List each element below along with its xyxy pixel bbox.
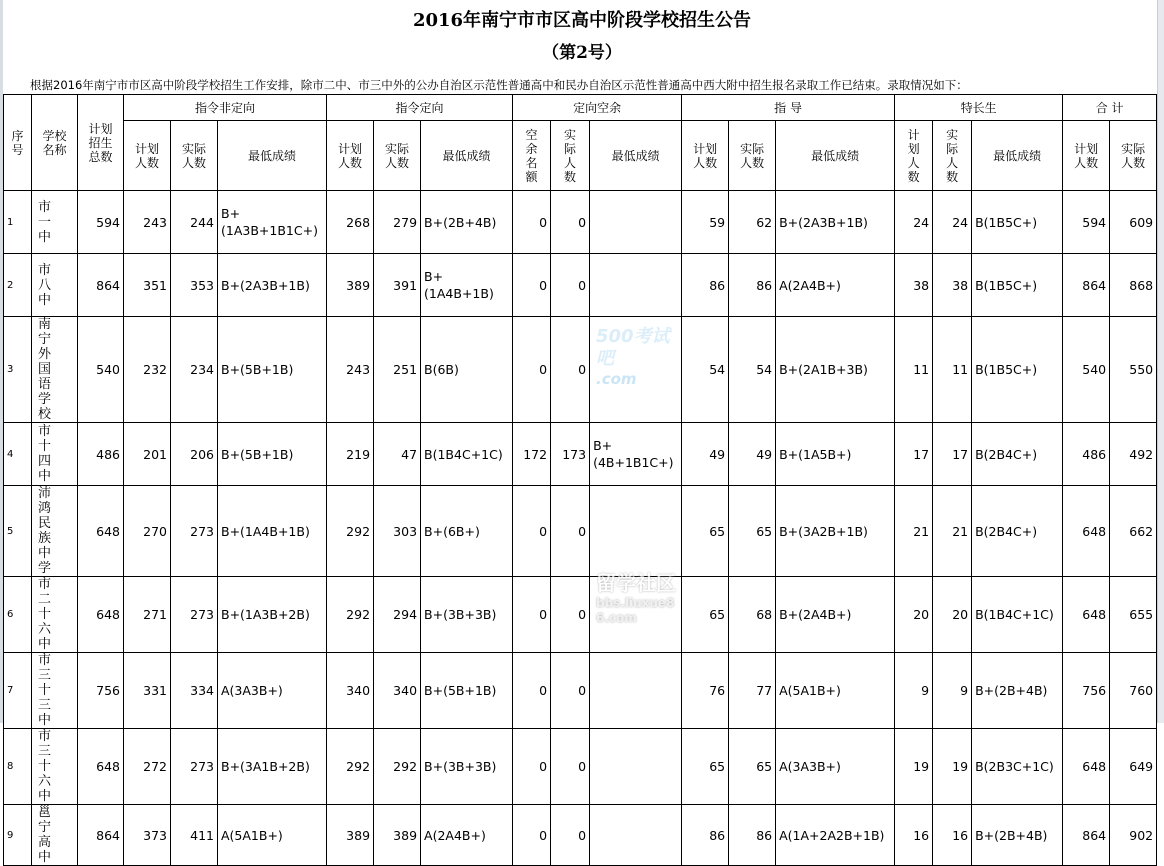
specialty-plan: 9 (895, 653, 933, 729)
total-actual-sum: 492 (1110, 423, 1157, 486)
guidance-min-score: B+(2A1B+3B) (776, 317, 895, 423)
total-plan: 864 (78, 805, 124, 866)
header-index: 序号 (4, 95, 32, 191)
targeted-actual: 47 (374, 423, 421, 486)
specialty-min-score: B(2B3C+1C) (972, 729, 1063, 805)
vacancy-actual: 0 (551, 805, 590, 866)
guidance-min-score: B+(2A4B+) (776, 577, 895, 653)
specialty-min-score: B(1B5C+) (972, 317, 1063, 423)
nontargeted-actual: 244 (171, 191, 218, 254)
nontargeted-plan: 271 (124, 577, 171, 653)
targeted-actual: 389 (374, 805, 421, 866)
vacancy-actual: 0 (551, 729, 590, 805)
total-plan: 648 (78, 577, 124, 653)
guidance-actual: 62 (729, 191, 776, 254)
table-row (4, 423, 1157, 486)
targeted-plan: 292 (327, 486, 374, 577)
guidance-actual: 77 (729, 653, 776, 729)
row-index: 8 (4, 729, 32, 805)
guidance-plan: 59 (682, 191, 729, 254)
guidance-actual: 65 (729, 729, 776, 805)
table-row (4, 577, 1157, 653)
specialty-plan: 24 (895, 191, 933, 254)
header-plan: 计划人数 (1063, 121, 1110, 191)
guidance-actual: 86 (729, 254, 776, 317)
nontargeted-actual: 273 (171, 729, 218, 805)
header-group-directive-nontargeted: 指令非定向 (124, 95, 327, 121)
header-group-guidance: 指 导 (682, 95, 895, 121)
nontargeted-plan: 243 (124, 191, 171, 254)
guidance-actual: 49 (729, 423, 776, 486)
watermark-liuxue86: 留学社区 bbs.liuxue86.com (596, 571, 676, 625)
vacancy-actual: 0 (551, 577, 590, 653)
school-name: 市二十六中 (32, 577, 78, 653)
targeted-actual: 251 (374, 317, 421, 423)
vacancy-actual: 0 (551, 254, 590, 317)
nontargeted-actual: 334 (171, 653, 218, 729)
vacancy-min-score (590, 729, 682, 805)
guidance-actual: 54 (729, 317, 776, 423)
guidance-plan: 65 (682, 577, 729, 653)
nontargeted-plan: 232 (124, 317, 171, 423)
specialty-actual: 38 (933, 254, 972, 317)
header-plan: 计划人数 (895, 121, 933, 191)
nontargeted-plan: 201 (124, 423, 171, 486)
targeted-plan: 340 (327, 653, 374, 729)
guidance-plan: 54 (682, 317, 729, 423)
total-plan-sum: 648 (1063, 729, 1110, 805)
nontargeted-actual: 206 (171, 423, 218, 486)
guidance-actual: 86 (729, 805, 776, 866)
total-actual-sum: 550 (1110, 317, 1157, 423)
guidance-min-score: A(2A4B+) (776, 254, 895, 317)
targeted-min-score: B+(1A4B+1B) (421, 254, 513, 317)
total-actual-sum: 655 (1110, 577, 1157, 653)
total-actual-sum: 902 (1110, 805, 1157, 866)
total-actual-sum: 649 (1110, 729, 1157, 805)
total-plan: 648 (78, 486, 124, 577)
watermark-500kaoshiba: 500考试吧 .com (596, 326, 670, 388)
targeted-plan: 219 (327, 423, 374, 486)
header-min-score: 最低成绩 (421, 121, 513, 191)
nontargeted-plan: 351 (124, 254, 171, 317)
header-actual: 实际人数 (374, 121, 421, 191)
table-body (4, 191, 1157, 866)
nontargeted-actual: 273 (171, 577, 218, 653)
header-vacant: 空余名额 (513, 121, 551, 191)
vacancy-count: 0 (513, 577, 551, 653)
specialty-min-score: B(1B5C+) (972, 254, 1063, 317)
specialty-actual: 21 (933, 486, 972, 577)
header-total-plan: 计划招生总数 (78, 95, 124, 191)
nontargeted-min-score: B+(3A1B+2B) (218, 729, 327, 805)
vacancy-actual: 173 (551, 423, 590, 486)
nontargeted-plan: 373 (124, 805, 171, 866)
admission-table (3, 94, 1157, 866)
targeted-min-score: B(6B) (421, 317, 513, 423)
vacancy-actual: 0 (551, 653, 590, 729)
header-group-specialty: 特长生 (895, 95, 1063, 121)
specialty-plan: 16 (895, 805, 933, 866)
vacancy-min-score (590, 254, 682, 317)
total-plan-sum: 486 (1063, 423, 1110, 486)
school-name: 市八中 (32, 254, 78, 317)
total-actual-sum: 662 (1110, 486, 1157, 577)
school-name: 市三十三中 (32, 653, 78, 729)
nontargeted-min-score: A(5A1B+) (218, 805, 327, 866)
vacancy-actual: 0 (551, 486, 590, 577)
guidance-plan: 76 (682, 653, 729, 729)
header-school: 学校名称 (32, 95, 78, 191)
row-index: 7 (4, 653, 32, 729)
vacancy-min-score (590, 653, 682, 729)
table-row (4, 486, 1157, 577)
targeted-plan: 292 (327, 729, 374, 805)
targeted-actual: 303 (374, 486, 421, 577)
header-actual: 实际人数 (551, 121, 590, 191)
total-plan-sum: 756 (1063, 653, 1110, 729)
total-actual-sum: 760 (1110, 653, 1157, 729)
specialty-plan: 20 (895, 577, 933, 653)
vacancy-min-score (590, 805, 682, 866)
nontargeted-actual: 273 (171, 486, 218, 577)
specialty-plan: 17 (895, 423, 933, 486)
nontargeted-actual: 234 (171, 317, 218, 423)
table-row (4, 191, 1157, 254)
vacancy-min-score: B+(4B+1B1C+) (590, 423, 682, 486)
guidance-actual: 65 (729, 486, 776, 577)
vacancy-count: 0 (513, 729, 551, 805)
targeted-min-score: B+(5B+1B) (421, 653, 513, 729)
guidance-min-score: A(1A+2A2B+1B) (776, 805, 895, 866)
header-plan: 计划人数 (327, 121, 374, 191)
row-index: 9 (4, 805, 32, 866)
guidance-plan: 49 (682, 423, 729, 486)
specialty-plan: 38 (895, 254, 933, 317)
header-actual: 实际人数 (1110, 121, 1157, 191)
school-name: 市十四中 (32, 423, 78, 486)
table-row (4, 254, 1157, 317)
targeted-actual: 294 (374, 577, 421, 653)
specialty-actual: 20 (933, 577, 972, 653)
total-plan-sum: 594 (1063, 191, 1110, 254)
header-min-score: 最低成绩 (972, 121, 1063, 191)
total-plan-sum: 864 (1063, 254, 1110, 317)
specialty-actual: 19 (933, 729, 972, 805)
header-group-total: 合 计 (1063, 95, 1157, 121)
vacancy-min-score (590, 191, 682, 254)
vacancy-count: 0 (513, 254, 551, 317)
total-plan-sum: 540 (1063, 317, 1110, 423)
targeted-plan: 292 (327, 577, 374, 653)
specialty-actual: 24 (933, 191, 972, 254)
header-group-directive-targeted: 指令定向 (327, 95, 513, 121)
intro-text: 根据2016年南宁市市区高中阶段学校招生工作安排，除市二中、市三中外的公办自治区示范性普通高中和民办自治区示范性普通高中西大附中招生报名录取工作已结束。录取情况如下： (30, 78, 968, 92)
school-name: 市一中 (32, 191, 78, 254)
total-plan: 756 (78, 653, 124, 729)
total-plan-sum: 648 (1063, 486, 1110, 577)
total-actual-sum: 868 (1110, 254, 1157, 317)
targeted-min-score: B(1B4C+1C) (421, 423, 513, 486)
guidance-min-score: A(3A3B+) (776, 729, 895, 805)
targeted-plan: 389 (327, 254, 374, 317)
nontargeted-actual: 411 (171, 805, 218, 866)
nontargeted-min-score: B+(1A3B+1B1C+) (218, 191, 327, 254)
nontargeted-min-score: B+(5B+1B) (218, 317, 327, 423)
vacancy-count: 172 (513, 423, 551, 486)
table-row (4, 805, 1157, 866)
total-plan: 486 (78, 423, 124, 486)
school-name: 沛鸿民族中学 (32, 486, 78, 577)
nontargeted-plan: 272 (124, 729, 171, 805)
header-min-score: 最低成绩 (776, 121, 895, 191)
vacancy-min-score (590, 486, 682, 577)
row-index: 1 (4, 191, 32, 254)
guidance-plan: 65 (682, 729, 729, 805)
page-title: 2016年南宁市市区高中阶段学校招生公告 (412, 10, 752, 31)
header-actual: 实际人数 (729, 121, 776, 191)
targeted-plan: 243 (327, 317, 374, 423)
targeted-plan: 268 (327, 191, 374, 254)
guidance-min-score: B+(1A5B+) (776, 423, 895, 486)
vacancy-count: 0 (513, 486, 551, 577)
specialty-min-score: B(1B4C+1C) (972, 577, 1063, 653)
guidance-plan: 86 (682, 254, 729, 317)
row-index: 5 (4, 486, 32, 577)
guidance-plan: 86 (682, 805, 729, 866)
specialty-actual: 11 (933, 317, 972, 423)
nontargeted-min-score: A(3A3B+) (218, 653, 327, 729)
specialty-plan: 19 (895, 729, 933, 805)
vacancy-count: 0 (513, 653, 551, 729)
header-actual: 实际人数 (171, 121, 218, 191)
row-index: 2 (4, 254, 32, 317)
table-row (4, 729, 1157, 805)
guidance-plan: 65 (682, 486, 729, 577)
guidance-actual: 68 (729, 577, 776, 653)
vacancy-count: 0 (513, 805, 551, 866)
targeted-actual: 340 (374, 653, 421, 729)
nontargeted-plan: 270 (124, 486, 171, 577)
school-name: 市三十六中 (32, 729, 78, 805)
targeted-min-score: B+(3B+3B) (421, 577, 513, 653)
specialty-plan: 21 (895, 486, 933, 577)
specialty-min-score: B(2B4C+) (972, 486, 1063, 577)
targeted-actual: 279 (374, 191, 421, 254)
guidance-min-score: B+(3A2B+1B) (776, 486, 895, 577)
guidance-min-score: B+(2A3B+1B) (776, 191, 895, 254)
page-subtitle: （第2号） (542, 43, 622, 63)
specialty-actual: 17 (933, 423, 972, 486)
vacancy-min-score (590, 577, 682, 653)
targeted-actual: 391 (374, 254, 421, 317)
scrollbar[interactable] (1157, 0, 1164, 723)
guidance-min-score: A(5A1B+) (776, 653, 895, 729)
nontargeted-min-score: B+(5B+1B) (218, 423, 327, 486)
vacancy-actual: 0 (551, 317, 590, 423)
total-plan-sum: 648 (1063, 577, 1110, 653)
vacancy-count: 0 (513, 317, 551, 423)
vacancy-count: 0 (513, 191, 551, 254)
nontargeted-min-score: B+(2A3B+1B) (218, 254, 327, 317)
row-index: 6 (4, 577, 32, 653)
header-actual: 实际人数 (933, 121, 972, 191)
specialty-min-score: B+(2B+4B) (972, 805, 1063, 866)
specialty-min-score: B(1B5C+) (972, 191, 1063, 254)
total-plan: 864 (78, 254, 124, 317)
row-index: 3 (4, 317, 32, 423)
targeted-min-score: B+(6B+) (421, 486, 513, 577)
total-plan: 540 (78, 317, 124, 423)
nontargeted-plan: 331 (124, 653, 171, 729)
specialty-min-score: B(2B4C+) (972, 423, 1063, 486)
targeted-min-score: A(2A4B+) (421, 805, 513, 866)
school-name: 南宁外国语学校 (32, 317, 78, 423)
row-index: 4 (4, 423, 32, 486)
specialty-min-score: B+(2B+4B) (972, 653, 1063, 729)
total-plan-sum: 864 (1063, 805, 1110, 866)
specialty-plan: 11 (895, 317, 933, 423)
table-row (4, 653, 1157, 729)
specialty-actual: 16 (933, 805, 972, 866)
school-name: 邕宁高中 (32, 805, 78, 866)
nontargeted-min-score: B+(1A4B+1B) (218, 486, 327, 577)
specialty-actual: 9 (933, 653, 972, 729)
targeted-min-score: B+(3B+3B) (421, 729, 513, 805)
targeted-plan: 389 (327, 805, 374, 866)
targeted-min-score: B+(2B+4B) (421, 191, 513, 254)
total-plan: 594 (78, 191, 124, 254)
header-min-score: 最低成绩 (218, 121, 327, 191)
header-plan: 计划人数 (682, 121, 729, 191)
table-row (4, 317, 1157, 423)
targeted-actual: 292 (374, 729, 421, 805)
header-min-score: 最低成绩 (590, 121, 682, 191)
total-actual-sum: 609 (1110, 191, 1157, 254)
header-plan: 计划人数 (124, 121, 171, 191)
nontargeted-actual: 353 (171, 254, 218, 317)
vacancy-actual: 0 (551, 191, 590, 254)
nontargeted-min-score: B+(1A3B+2B) (218, 577, 327, 653)
total-plan: 648 (78, 729, 124, 805)
vacancy-min-score (590, 317, 682, 423)
header-group-targeted-vacancy: 定向空余 (513, 95, 682, 121)
